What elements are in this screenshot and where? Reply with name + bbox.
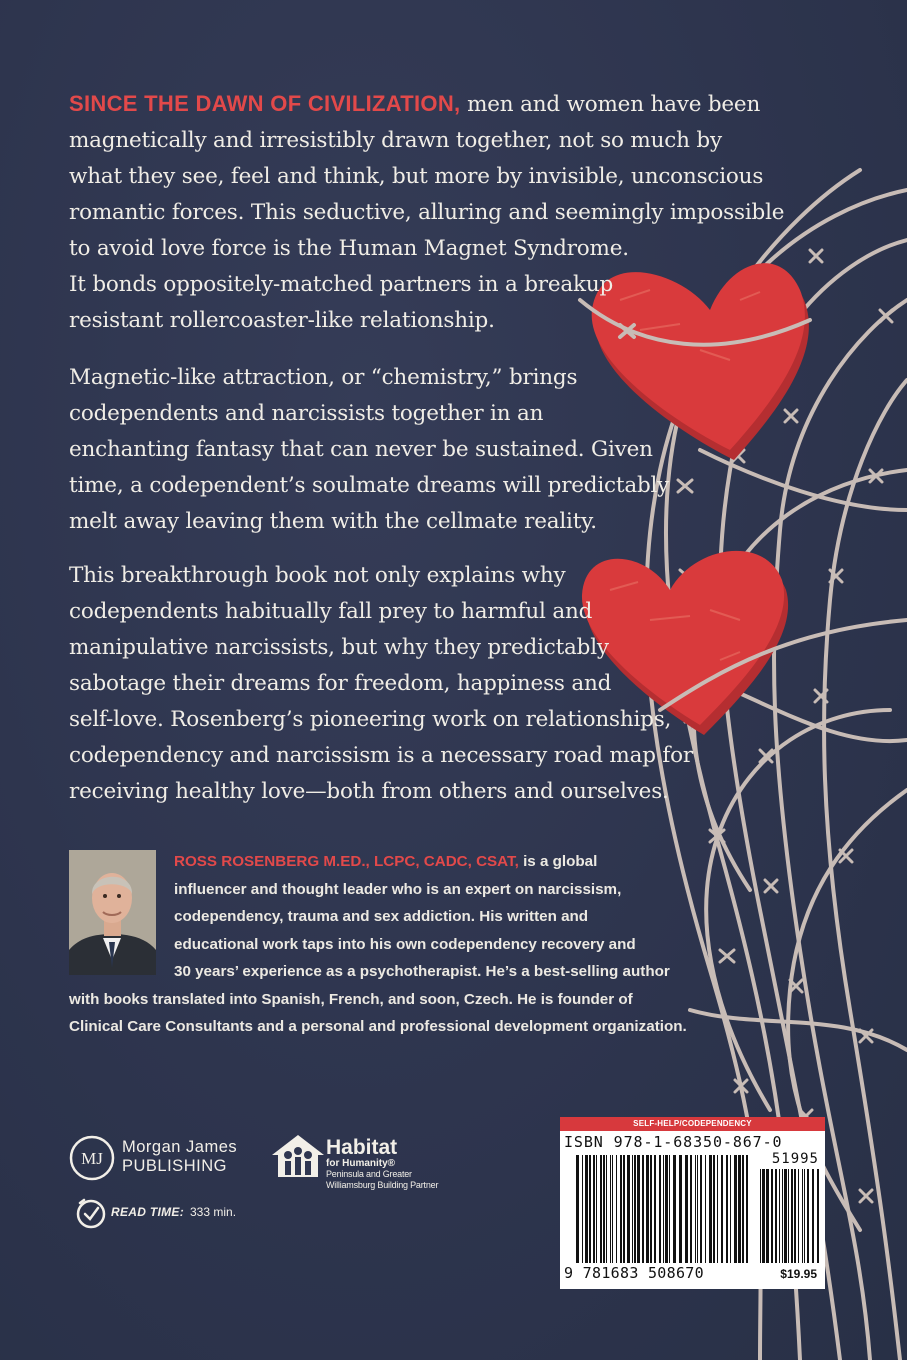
blurb-line [69, 86, 784, 123]
blurb-text: men and women have been [460, 92, 761, 117]
barcode-bar [596, 1155, 597, 1263]
barcode-bar [779, 1169, 780, 1263]
barcode-bar [695, 1155, 696, 1263]
barcode-bar [600, 1155, 602, 1263]
barcode-bar [593, 1155, 595, 1263]
barcode-bar [620, 1155, 622, 1263]
barcode-bar [802, 1169, 803, 1263]
barcode-bar [585, 1155, 588, 1263]
barcode-bar [623, 1155, 625, 1263]
bio-line: Clinical Care Consultants and a personal and professional development organization. [69, 1018, 687, 1035]
read-time-value: 333 min. [190, 1205, 237, 1219]
blurb-line: to avoid love force is the Human Magnet Syndrome. [69, 236, 629, 261]
barcode-bar [762, 1169, 765, 1263]
bio-line: codependency, trauma and sex addiction. His written and [174, 908, 589, 925]
ean-barcode-bars [576, 1155, 750, 1263]
barcode-bar [746, 1155, 748, 1263]
barcode-bar [717, 1155, 718, 1263]
category-label: SELF-HELP/CODEPENDENCY [560, 1117, 825, 1131]
barcode-bar [721, 1155, 723, 1263]
barcode-bar [637, 1155, 640, 1263]
barcode-bar [709, 1155, 712, 1263]
clock-icon [74, 1196, 108, 1230]
bio-line: educational work taps into his own codependency recovery and [174, 935, 636, 953]
blurb-line: time, a codependent’s soulmate dreams will predictably [69, 473, 670, 498]
ean-digits: 9 781683 508670 [564, 1264, 704, 1282]
isbn-number: ISBN 978-1-68350-867-0 [564, 1133, 783, 1151]
habitat-affiliate-line1: Peninsula and Greater [326, 1169, 412, 1179]
blurb-line: This breakthrough book not only explains why [69, 563, 566, 588]
barcode-bar [673, 1155, 676, 1263]
barcode-bar [697, 1155, 698, 1263]
barcode-bar [603, 1155, 605, 1263]
blurb-line: receiving healthy love—both from others and ourselves. [69, 779, 669, 804]
addon-barcode-bars [760, 1169, 820, 1263]
isbn-barcode [560, 1117, 825, 1289]
barcode-bar [576, 1155, 579, 1263]
habitat-name: Habitat [326, 1136, 398, 1159]
barcode-bar [775, 1169, 777, 1263]
barcode-bar [738, 1155, 741, 1263]
barcode-bar [730, 1155, 731, 1263]
price: $19.95 [780, 1267, 817, 1281]
barcode-bar [817, 1169, 819, 1263]
barcode-bar [632, 1155, 633, 1263]
barcode-bar [700, 1155, 702, 1263]
barcode-bar [642, 1155, 644, 1263]
barcode-bar [634, 1155, 636, 1263]
bio-line: influencer and thought leader who is an expert on narcissism, [174, 880, 622, 898]
barcode-bar [734, 1155, 737, 1263]
barcode-bar [742, 1155, 744, 1263]
blurb-line: romantic forces. This seductive, alluring and seemingly impossible [69, 200, 785, 225]
blurb-line: melt away leaving them with the cellmate reality. [69, 509, 597, 534]
blurb-line: manipulative narcissists, but why they predictably [69, 635, 609, 660]
blurb-line: codependents and narcissists together in an [69, 401, 544, 426]
barcode-bar [705, 1155, 706, 1263]
blurb-line: self-love. Rosenberg’s pioneering work on relationships, [69, 707, 672, 732]
blurb-line: Magnetic-like attraction, or “chemistry,” brings [69, 365, 578, 390]
blurb-line: codependents habitually fall prey to harmful and [69, 599, 593, 624]
barcode-bar [794, 1169, 796, 1263]
barcode-bar [627, 1155, 630, 1263]
barcode-bar [669, 1155, 670, 1263]
habitat-subtitle: for Humanity® [326, 1158, 396, 1169]
barcode-bar [804, 1169, 805, 1263]
barcode-bar [766, 1169, 769, 1263]
barcode-bar [650, 1155, 652, 1263]
barcode-bar [663, 1155, 664, 1263]
barcode-bar [610, 1155, 611, 1263]
habitat-for-humanity-logo [326, 1138, 438, 1191]
bio-line: 30 years’ experience as a psychotherapist. He’s a best-selling author [174, 963, 670, 980]
barcode-bar [665, 1155, 668, 1263]
author-bio [69, 848, 749, 1041]
barcode-bar [654, 1155, 656, 1263]
blurb-line: It bonds oppositely-matched partners in a breakup [69, 272, 614, 297]
publisher-name-line2: PUBLISHING [122, 1157, 227, 1175]
publisher-name-line1: Morgan James [122, 1138, 238, 1156]
bio-line: with books translated into Spanish, French, and soon, Czech. He is founder of [69, 990, 633, 1008]
barcode-bar [685, 1155, 688, 1263]
read-time-label: READ TIME: [111, 1205, 184, 1219]
barcode-bar [784, 1169, 787, 1263]
barcode-bar [582, 1155, 583, 1263]
blurb-line: what they see, feel and think, but more by invisible, unconscious [69, 164, 764, 189]
blurb-line: resistant rollercoaster-like relationship. [69, 308, 495, 333]
barcode-bar [812, 1169, 814, 1263]
barcode-bar [788, 1169, 789, 1263]
blurb-line: sabotage their dreams for freedom, happiness and [69, 671, 612, 696]
lead-in-heading: SINCE THE DAWN OF CIVILIZATION, [69, 91, 461, 116]
barcode-bar [679, 1155, 682, 1263]
read-time [111, 1205, 236, 1219]
blurb-line: codependency and narcissism is a necessary road map for [69, 743, 693, 768]
blurb-paragraph-2 [69, 360, 669, 540]
barcode-bar [659, 1155, 661, 1263]
blurb-line: enchanting fantasy that can never be sustained. Given [69, 437, 653, 462]
barcode-bar [782, 1169, 783, 1263]
habitat-affiliate-line2: Williamsburg Building Partner [326, 1180, 439, 1190]
blurb-paragraph-3 [69, 558, 693, 810]
barcode-bar [646, 1155, 649, 1263]
barcode-bar [606, 1155, 607, 1263]
barcode-bar [616, 1155, 617, 1263]
blurb-paragraph-1 [69, 86, 784, 339]
barcode-bar [760, 1169, 761, 1263]
mj-monogram: MJ [81, 1149, 103, 1168]
bio-line [69, 848, 749, 876]
barcode-bar [807, 1169, 809, 1263]
barcode-bar [690, 1155, 692, 1263]
blurb-line: magnetically and irresistibly drawn together, not so much by [69, 128, 722, 153]
barcode-bar [589, 1155, 591, 1263]
barcode-bar [612, 1155, 613, 1263]
publisher-name [122, 1138, 237, 1176]
habitat-house-icon [270, 1133, 326, 1179]
barcode-bar [726, 1155, 728, 1263]
barcode-bar [791, 1169, 793, 1263]
bio-text: is a global [518, 853, 598, 870]
price-code: 51995 [771, 1151, 819, 1167]
barcode-bar [771, 1169, 773, 1263]
author-name: ROSS ROSENBERG M.ED., LCPC, CADC, CSAT, [174, 853, 519, 870]
barcode-bar [798, 1169, 799, 1263]
barcode-bar [713, 1155, 715, 1263]
